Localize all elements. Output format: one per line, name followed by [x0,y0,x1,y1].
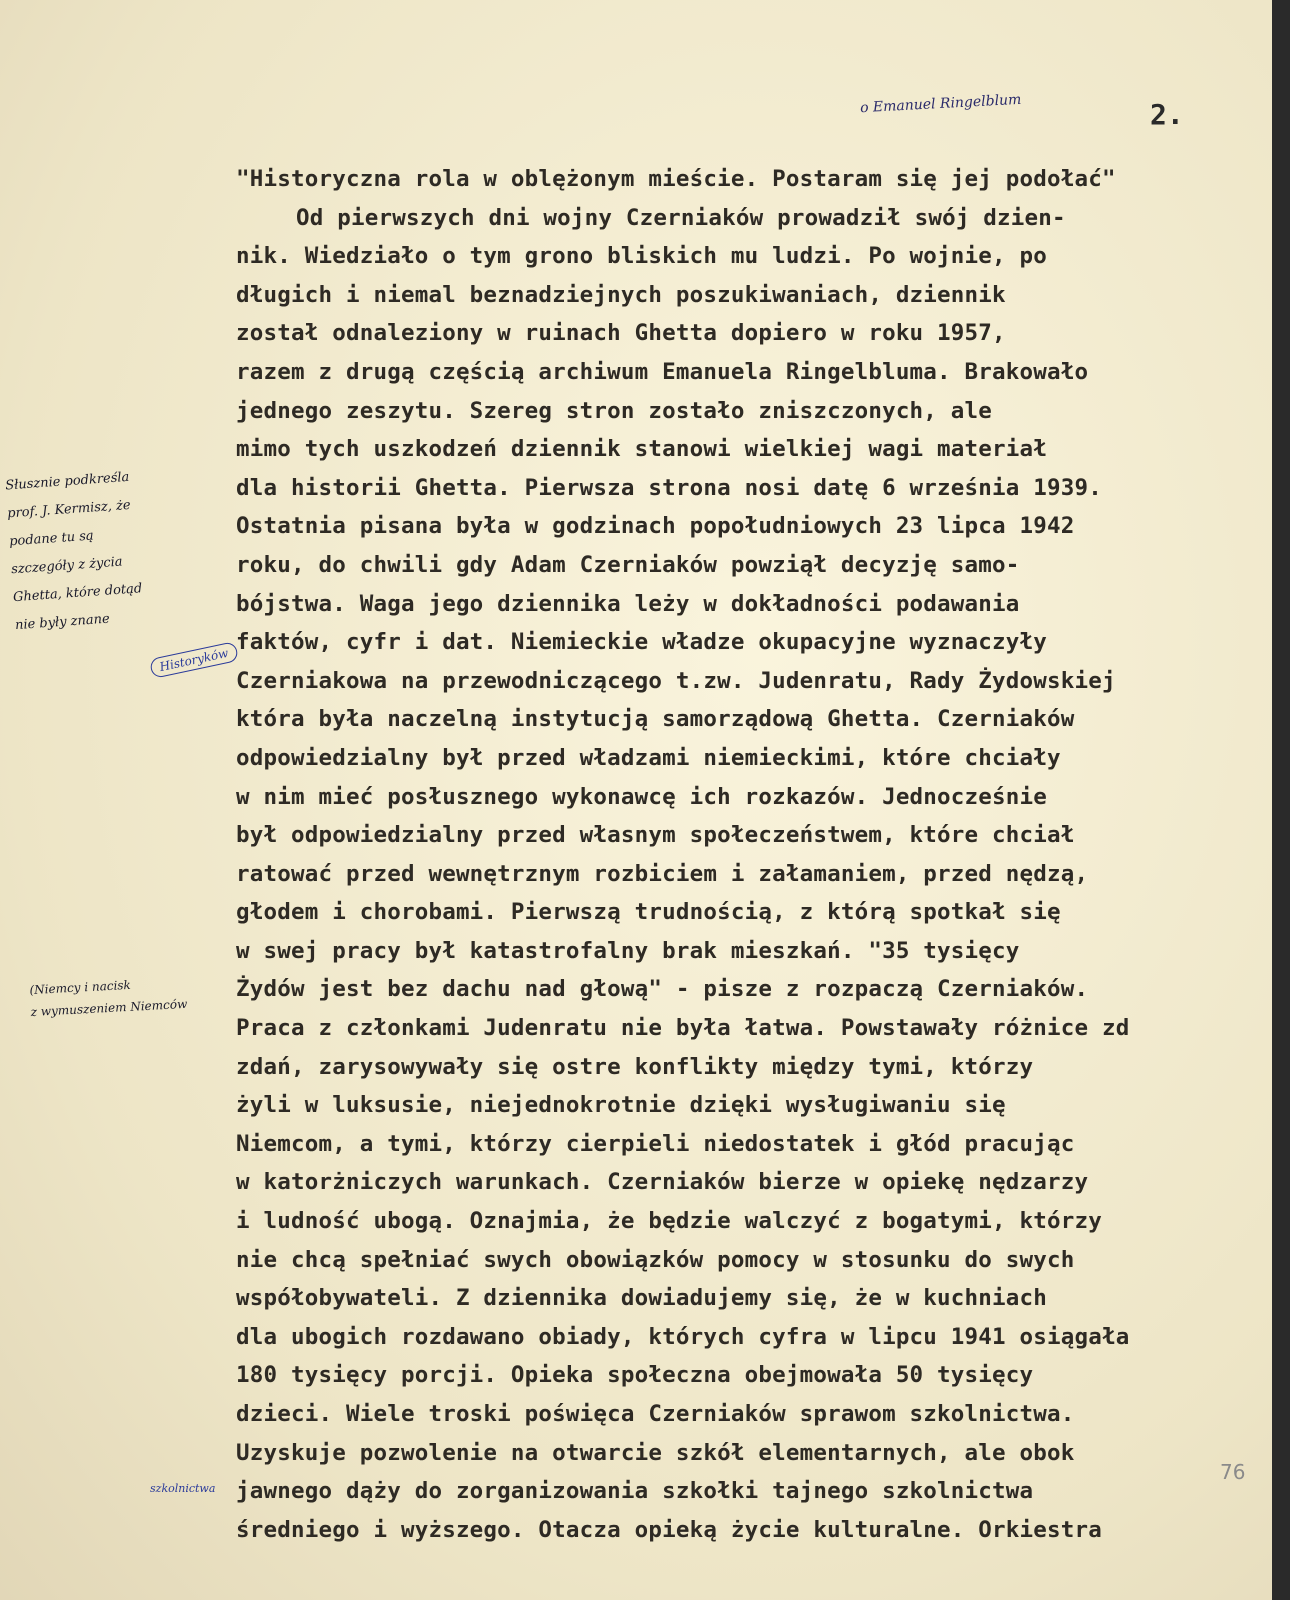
text-line: ratować przed wewnętrznym rozbiciem i załamaniem, przed nędzą, [236,860,1089,887]
text-line: Ostatnia pisana była w godzinach popołudniowych 23 lipca 1942 [236,513,1075,540]
text-line: współobywateli. Z dziennika dowiadujemy się, że w kuchniach [236,1285,1048,1312]
margin-note-line: nie były znane [14,611,111,634]
text-line: żyli w luksusie, niejednokrotnie dzięki wysługiwaniu się [236,1092,1006,1119]
header-handwritten-note: o Emanuel Ringelblum [859,91,1022,117]
bottom-left-margin-note: szkolnictwa [150,1482,216,1495]
text-line: jednego zeszytu. Szereg stron zostało zniszczonych, ale [236,397,993,424]
archive-page-number: 76 [1220,1460,1246,1484]
text-line: Praca z członkami Judenratu nie była łatwa. Powstawały różnice zd [236,1015,1130,1042]
text-line: i ludność ubogą. Oznajmia, że będzie walczyć z bogatymi, którzy [236,1208,1103,1235]
typed-text-body [236,160,1256,1549]
text-line: Od pierwszych dni wojny Czerniaków prowadził swój dzien- [296,204,1066,231]
text-line: faktów, cyfr i dat. Niemieckie władze okupacyjne wyznaczyły [236,629,1048,656]
text-line: Czerniakowa na przewodniczącego t.zw. Judenratu, Rady Żydowskiej [236,667,1116,694]
margin-note-line: szczegóły z życia [10,554,124,578]
text-line: był odpowiedzialny przed własnym społeczeństwem, które chciał [236,822,1075,849]
text-line: dla ubogich rozdawano obiady, których cyfra w lipcu 1941 osiągała [236,1323,1130,1350]
text-line: dla historii Ghetta. Pierwsza strona nosi datę 6 września 1939. [236,474,1103,501]
margin-note-line: (Niemcy i nacisk [29,977,132,998]
margin-note-line: Słusznie podkreśla [4,469,130,494]
text-line: bójstwa. Waga jego dziennika leży w dokładności podawania [236,590,1020,617]
text-line: nie chcą spełniać swych obowiązków pomocy w stosunku do swych [236,1246,1075,1273]
text-line: razem z drugą częścią archiwum Emanuela Ringelbluma. Brakowało [236,358,1089,385]
text-line: dzieci. Wiele troski poświęca Czerniaków sprawom szkolnictwa. [236,1401,1075,1427]
text-line: głodem i chorobami. Pierwszą trudnością, z którą spotkał się [236,899,1061,926]
text-line: długich i niemal beznadziejnych poszukiwaniach, dziennik [236,281,1006,308]
margin-note-line: prof. J. Kermisz, że [6,497,132,522]
text-line: mimo tych uszkodzeń dziennik stanowi wielkiej wagi materiał [236,436,1048,463]
text-line: Uzyskuje pozwolenie na otwarcie szkół elementarnych, ale obok [236,1439,1075,1466]
left-margin-note [4,458,225,640]
text-line: zdań, zarysowywały się ostre konflikty między tymi, którzy [236,1053,1034,1080]
margin-note-line: z wymuszeniem Niemców [30,996,188,1020]
text-line: która była naczelną instytucją samorządową Ghetta. Czerniaków [236,706,1075,733]
left-margin-note-low [29,971,188,1023]
text-line: w swej pracy był katastrofalny brak mieszkań. "35 tysięcy [236,937,1020,964]
text-line: 180 tysięcy porcji. Opieka społeczna obejmowała 50 tysięcy [236,1362,1034,1389]
text-line: średniego i wyższego. Otacza opieką życie kulturalne. Orkiestra [236,1516,1103,1543]
margin-note-line: Ghetta, które dotąd [12,581,143,606]
margin-circled-note: Historyków [149,641,239,679]
text-line: w nim mieć posłusznego wykonawcę ich rozkazów. Jednocześnie [236,783,1048,810]
text-line: nik. Wiedziało o tym grono bliskich mu ludzi. Po wojnie, po [236,243,1048,270]
page-number: 2. [1150,98,1184,131]
text-line: odpowiedzialny był przed władzami niemieckimi, które chciały [236,744,1061,771]
text-line: jawnego dąży do zorganizowania szkołki tajnego szkolnictwa [236,1478,1034,1505]
text-line: roku, do chwili gdy Adam Czerniaków powziął decyzję samo- [236,551,1020,578]
text-line: "Historyczna rola w oblężonym mieście. Postaram się jej podołać" [236,166,1116,192]
margin-note-line: podane tu są [8,528,95,550]
text-line: Żydów jest bez dachu nad głową" - pisze z rozpaczą Czerniaków. [236,976,1089,1003]
text-line: został odnaleziony w ruinach Ghetta dopiero w roku 1957, [236,320,1006,347]
text-line: Niemcom, a tymi, którzy cierpieli niedostatek i głód pracując [236,1130,1075,1157]
text-line: w katorżniczych warunkach. Czerniaków bierze w opiekę nędzarzy [236,1169,1089,1196]
